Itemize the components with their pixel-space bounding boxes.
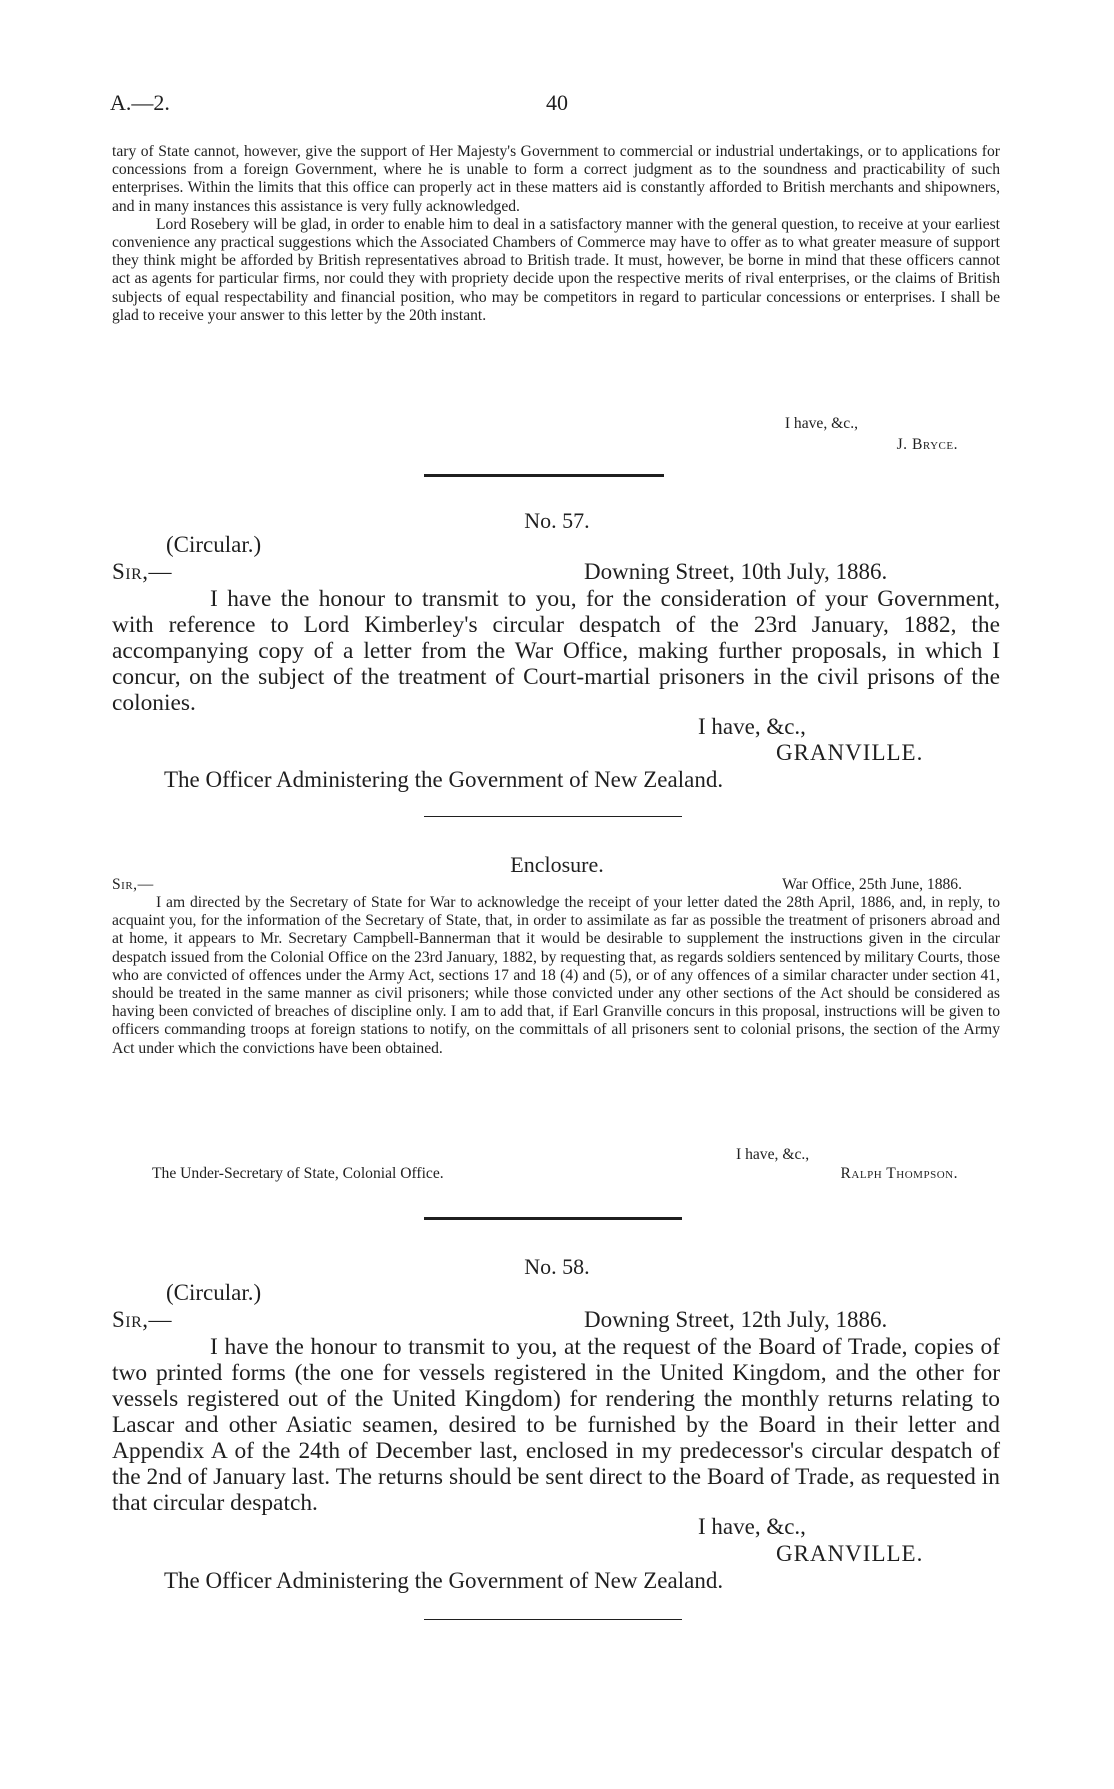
intro-closing: I have, &c.,: [784, 415, 858, 432]
letter-57-address-date: Downing Street, 10th July, 1886.: [584, 559, 888, 584]
letter-57-addressee: The Officer Administering the Government of New Zealand.: [164, 767, 724, 792]
letter-57-closing: I have, &c.,: [698, 714, 806, 739]
letter-58-salutation: Sir,—: [112, 1307, 173, 1332]
enclosure-signature: Ralph Thompson.: [840, 1165, 958, 1182]
enclosure-heading: Enclosure.: [510, 852, 604, 877]
letter-57-number: No. 57.: [524, 508, 590, 533]
page-number: 40: [546, 90, 568, 115]
intro-signature: J. Bryce.: [896, 436, 958, 453]
document-reference: A.—2.: [110, 90, 170, 115]
enclosure-divider: [424, 816, 682, 817]
section-divider: [424, 474, 664, 477]
letter-58-addressee: The Officer Administering the Government of New Zealand.: [164, 1568, 724, 1593]
letter-58-number: No. 58.: [524, 1254, 590, 1279]
intro-letter: [112, 143, 1000, 325]
enclosure-body-text: I am directed by the Secretary of State for War to acknowledge the receipt of your letter dated the 28th April, 1886, and, in reply, to acquaint you, for the information of the Secretary of State, that, in order to assimilate as far as possible the treatment of prisoners abroad and at home, it appears to Mr. Secretary Campbell-Bannerman that it would be desirable to supplement the instructions given in the circular despatch issued from the Colonial Office on the 23rd January, 1882, by requesting that, as regards soldiers sentenced by military Courts, those who are convicted of offences under the Army Act, sections 17 and 18 (4) and (5), or of any offences of a similar character under section 41, should be treated in the same manner as civil prisoners; while those convicted under any other sections of the Act should be considered as having been convicted of breaches of discipline only. I am to add that, if Earl Granville concurs in this proposal, instructions will be given to officers commanding troops at foreign stations to notify, on the committals of all prisoners sent to colonial prisons, the section of the Army Act under which the convictions have been obtained.: [112, 894, 1000, 1057]
enclosure-address-date: War Office, 25th June, 1886.: [782, 876, 962, 893]
letter-57-body-text: I have the honour to transmit to you, for the consideration of your Government, with reference to Lord Kimberley's circular despatch of the 23rd January, 1882, the accompanying copy of a letter from the War Office, making further proposals, in which I concur, on the subject of the treatment of Court-martial prisoners in the civil prisons of the colonies.: [112, 586, 1000, 716]
letter-57-body: [112, 586, 1000, 716]
letter-58-circular-label: (Circular.): [166, 1280, 262, 1305]
enclosure-addressee: The Under-Secretary of State, Colonial Office.: [152, 1165, 444, 1182]
letter-58-body-text: I have the honour to transmit to you, at the request of the Board of Trade, copies of two printed forms (the one for vessels registered in the United Kingdom, and the other for vessels registered out of the United Kingdom) for rendering the monthly returns relating to Lascar and other Asiatic seamen, desired to be furnished by the Board in their letter and Appendix A of the 24th of December last, enclosed in my predecessor's circular despatch of the 2nd of January last. The returns should be sent direct to the Board of Trade, as requested in that circular despatch.: [112, 1334, 1000, 1516]
intro-paragraph-2: Lord Rosebery will be glad, in order to enable him to deal in a satisfactory manner with the general question, to receive at your earliest convenience any practical suggestions which the Associated Chambers of Commerce may have to offer as to what greater measure of support they think might be afforded by British representatives abroad to British trade. It must, however, be borne in mind that these officers cannot act as agents for particular firms, nor could they with propriety decide upon the respective merits of rival enterprises, or the claims of British subjects of equal respectability and financial position, who may be competitors in regard to particular concessions or enterprises. I shall be glad to receive your answer to this letter by the 20th instant.: [112, 215, 1000, 324]
letter-58-closing: I have, &c.,: [698, 1514, 806, 1539]
letter-57-salutation: Sir,—: [112, 559, 173, 584]
enclosure-body: [112, 894, 1000, 1058]
letter-57-signature: GRANVILLE.: [776, 740, 924, 765]
letter-58-body: [112, 1334, 1000, 1516]
end-rule: [424, 1619, 682, 1620]
section-divider: [424, 1217, 682, 1220]
letter-58-address-date: Downing Street, 12th July, 1886.: [584, 1307, 888, 1332]
enclosure-salutation: Sir,—: [112, 876, 154, 893]
letter-57-circular-label: (Circular.): [166, 532, 262, 557]
letter-58-signature: GRANVILLE.: [776, 1541, 924, 1566]
enclosure-closing: I have, &c.,: [736, 1146, 810, 1163]
intro-paragraph-1: tary of State cannot, however, give the support of Her Majesty's Government to commercial or industrial undertakings, or to applications for concessions from a foreign Government, where he is unable to form a correct judgment as to the soundness and practicability of such enterprises. Within the limits that this office can properly act in these matters aid is constantly afforded to British merchants and shipowners, and in many instances this assistance is very fully acknowledged.: [112, 143, 1000, 215]
